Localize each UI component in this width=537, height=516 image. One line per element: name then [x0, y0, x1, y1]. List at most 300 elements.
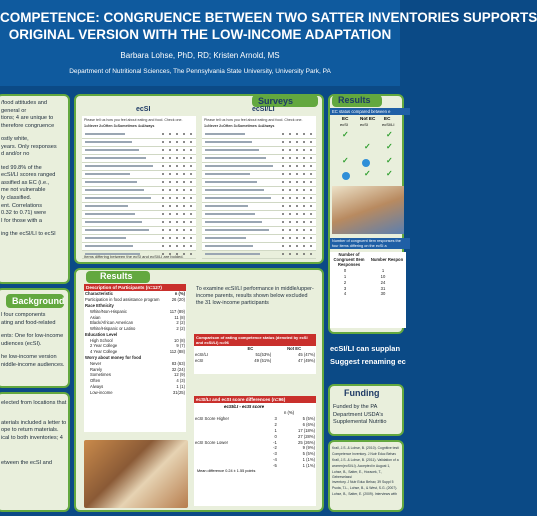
table-cell: 1 (1%)	[302, 456, 315, 462]
response-option	[296, 253, 298, 255]
response-option	[162, 133, 164, 135]
response-option	[289, 149, 291, 151]
text-line: therefore congruence	[1, 122, 55, 129]
mismatch-col-2: Number Respon	[370, 257, 404, 263]
response-option	[176, 181, 178, 183]
table-cell: -5	[273, 462, 277, 468]
survey-item-text	[205, 181, 257, 183]
survey-item-text	[85, 157, 146, 159]
text-line: ing the ecSI/LI to ecSI	[1, 231, 56, 238]
response-option	[303, 157, 305, 159]
text-line: women(ecSI/LI). Accepted in August 1,	[332, 464, 391, 468]
table-cell: 2 (2)	[176, 326, 185, 332]
response-option	[303, 165, 305, 167]
response-option	[190, 213, 192, 215]
response-option	[183, 197, 185, 199]
text-line: ical to both inventories; 4	[1, 434, 63, 441]
response-option	[310, 157, 312, 159]
response-option	[310, 181, 312, 183]
response-option	[162, 181, 164, 183]
response-option	[289, 189, 291, 191]
table-cell: 45 (47%)	[298, 352, 315, 358]
check-icon: ✓	[386, 142, 393, 151]
survey-item-text	[205, 157, 266, 159]
ecsi-instructions: Please tell us how you feel about eating and food. Check one.	[84, 118, 183, 122]
response-option	[169, 245, 171, 247]
response-option	[169, 181, 171, 183]
response-option	[176, 213, 178, 215]
mismatch-table	[330, 252, 406, 328]
response-option	[282, 157, 284, 159]
response-option	[176, 221, 178, 223]
response-option	[176, 133, 178, 135]
conclusion-panel	[328, 340, 404, 380]
response-option	[296, 189, 298, 191]
check-icon: ✓	[386, 169, 393, 178]
response-option	[296, 141, 298, 143]
response-option	[296, 237, 298, 239]
table-cell: Always	[90, 383, 104, 389]
text-line: etween the ecSI and	[1, 460, 53, 467]
survey-item	[202, 203, 316, 211]
table-cell: 26 (20)	[171, 297, 185, 303]
response-option	[310, 133, 312, 135]
survey-item	[82, 235, 196, 243]
table-cell: Low-income	[90, 389, 113, 395]
survey-item	[202, 195, 316, 203]
response-option	[296, 221, 298, 223]
ecsi-form	[82, 116, 196, 251]
response-option	[282, 253, 284, 255]
survey-item	[82, 219, 196, 227]
survey-item-text	[205, 141, 252, 143]
background-heading: Background	[12, 296, 65, 306]
mismatch-rows	[330, 268, 406, 297]
text-line: d and/or no	[1, 151, 30, 158]
response-option	[183, 221, 185, 223]
response-option	[303, 141, 305, 143]
response-option	[162, 221, 164, 223]
survey-item-text	[205, 189, 264, 191]
circle-icon	[342, 172, 350, 180]
response-option	[183, 245, 185, 247]
response-option	[183, 141, 185, 143]
response-option	[162, 173, 164, 175]
response-option	[190, 197, 192, 199]
ecsi-items	[82, 131, 196, 259]
funding-panel	[328, 384, 404, 436]
response-option	[169, 237, 171, 239]
table-cell: 6 (6%)	[302, 422, 315, 428]
response-option	[289, 245, 291, 247]
response-option	[162, 189, 164, 191]
table-cell: 31	[380, 285, 386, 291]
survey-item-text	[85, 173, 130, 175]
text-line: he low-income version	[1, 354, 57, 361]
survey-item-text	[85, 213, 135, 215]
table-cell: 10 (8)	[174, 337, 185, 343]
table-cell: 0	[274, 433, 277, 439]
response-option	[310, 253, 312, 255]
response-option	[190, 133, 192, 135]
table-cell: White/Hispanic or Latino	[90, 326, 136, 332]
survey-item	[202, 171, 316, 179]
check-icon: ✓	[364, 142, 371, 151]
ecsili-form	[202, 116, 316, 251]
table-cell: -4	[273, 456, 277, 462]
response-option	[176, 237, 178, 239]
table-cell: Black/African American	[90, 320, 134, 326]
text-line: years. Only responses	[1, 143, 57, 150]
survey-item	[82, 179, 196, 187]
table-cell: 4	[343, 291, 347, 297]
table-cell: ecSI Score Higher	[195, 416, 229, 422]
survey-item	[82, 147, 196, 155]
survey-item	[82, 155, 196, 163]
mismatch-head	[330, 252, 406, 268]
response-option	[169, 149, 171, 151]
text-line: udiences (ecSI).	[1, 340, 42, 347]
results-right-heading: Results	[338, 95, 371, 105]
table-cell: 1 (1%)	[302, 462, 315, 468]
response-option	[303, 197, 305, 199]
response-option	[176, 149, 178, 151]
survey-item	[202, 155, 316, 163]
aim-text: To examine ecSI/LI performance in middle/upper-income parents, results shown below excluded the 31 low-income participants	[196, 286, 314, 307]
response-option	[183, 229, 185, 231]
response-option	[310, 173, 312, 175]
table-cell: 5 (5%)	[302, 451, 315, 457]
response-option	[289, 221, 291, 223]
response-option	[176, 189, 178, 191]
response-option	[282, 181, 284, 183]
response-option	[162, 165, 164, 167]
response-option	[303, 213, 305, 215]
table-cell: 2 (2)	[176, 320, 185, 326]
comparison-title: Comparison of eating competence status (denoted by ecSI and ecSI/LI) n=96	[194, 334, 316, 346]
response-option	[296, 205, 298, 207]
survey-item	[202, 227, 316, 235]
text-line: ted 99.8% of the	[1, 164, 42, 171]
response-option	[289, 229, 291, 231]
ec-status-title: EC status compared between e	[330, 108, 410, 115]
table-cell: 3	[274, 416, 277, 422]
ecsili-scale: 1=Never 2=Often 3=Sometimes 4=Always	[204, 124, 275, 128]
text-line: ating and food-related	[1, 319, 56, 326]
table-cell: 1 (1)	[176, 383, 185, 389]
table-cell: 2	[343, 279, 347, 285]
ecsi-label: ecSI	[136, 106, 151, 113]
response-option	[303, 205, 305, 207]
response-option	[183, 173, 185, 175]
table-cell: 47 (49%)	[298, 357, 315, 363]
table-row	[84, 389, 186, 395]
survey-item-text	[205, 237, 246, 239]
results-right-panel	[328, 94, 404, 334]
ec-sub-3: ecSI/LI	[382, 122, 395, 127]
funding-text: Funded by the PA Department USDA's Supplemental Nutritio	[333, 404, 387, 426]
response-option	[310, 221, 312, 223]
survey-item	[202, 147, 316, 155]
check-icon: ✓	[342, 156, 349, 165]
response-option	[296, 213, 298, 215]
response-option	[183, 205, 185, 207]
response-option	[169, 229, 171, 231]
text-line: I for those with a	[1, 217, 43, 224]
response-option	[190, 245, 192, 247]
ec-sub-2: ecSI	[360, 122, 369, 127]
response-option	[282, 189, 284, 191]
surveys-panel	[74, 94, 324, 264]
check-icon: ✓	[364, 169, 371, 178]
response-option	[169, 189, 171, 191]
response-option	[176, 205, 178, 207]
table-cell: 24	[380, 279, 386, 285]
response-option	[310, 189, 312, 191]
response-option	[190, 165, 192, 167]
response-option	[282, 213, 284, 215]
response-option	[296, 157, 298, 159]
response-option	[183, 213, 185, 215]
response-option	[169, 141, 171, 143]
survey-item-text	[205, 165, 273, 167]
text-line: ent. Correlations	[1, 202, 43, 209]
response-option	[310, 237, 312, 239]
survey-item	[202, 251, 316, 259]
table-row	[194, 358, 316, 364]
survey-item-text	[205, 173, 250, 175]
check-icon: ✓	[386, 156, 393, 165]
text-line: Krall, J.S. & Lohse, B. (2010). Cognitive testi	[332, 446, 399, 450]
text-line: assified as EC (i.e.,	[1, 179, 50, 186]
response-option	[296, 245, 298, 247]
table-cell: 112 (88)	[169, 349, 185, 355]
response-option	[176, 141, 178, 143]
ec-col-3: EC	[384, 116, 391, 121]
col-n: n (%)	[174, 291, 185, 297]
poster-title-line1: COMPETENCE: CONGRUENCE BETWEEN TWO SATTER INVENTORIES SUPPORTS	[0, 10, 537, 25]
response-option	[289, 181, 291, 183]
response-option	[289, 141, 291, 143]
table-cell: 5 (5%)	[302, 416, 315, 422]
response-option	[190, 141, 192, 143]
comparison-table	[194, 334, 316, 374]
survey-item-text	[205, 197, 271, 199]
diff-col-n: n (%)	[283, 410, 294, 415]
survey-item	[82, 187, 196, 195]
table-header-cell: Not EC	[287, 346, 302, 352]
response-option	[162, 149, 164, 151]
response-option	[169, 197, 171, 199]
response-option	[169, 157, 171, 159]
response-option	[310, 245, 312, 247]
table-cell: 9 (7)	[176, 343, 185, 349]
text-line: Competence Inventory. J Nutr Educ Behav	[332, 452, 397, 456]
diff-note: Mean difference 0.24 ± 1.55 points	[197, 469, 256, 474]
survey-item	[202, 131, 316, 139]
response-option	[162, 237, 164, 239]
table-cell: 31(25)	[172, 389, 185, 395]
conclusion-line2: Suggest renaming ec	[330, 357, 406, 366]
response-option	[310, 149, 312, 151]
response-option	[303, 253, 305, 255]
response-option	[289, 165, 291, 167]
table-cell: 2 Year College	[90, 343, 118, 349]
table-cell: Rarely	[90, 366, 103, 372]
response-option	[190, 229, 192, 231]
response-option	[282, 133, 284, 135]
response-option	[310, 165, 312, 167]
table-row	[330, 291, 406, 297]
response-option	[296, 181, 298, 183]
response-option	[310, 141, 312, 143]
response-option	[296, 165, 298, 167]
funding-heading: Funding	[344, 388, 380, 398]
survey-item-text	[205, 245, 253, 247]
table-cell: 51(53%)	[255, 352, 272, 358]
table-cell: ecSI	[195, 357, 204, 363]
response-option	[282, 221, 284, 223]
table-cell: 2	[274, 422, 277, 428]
response-option	[169, 133, 171, 135]
table-cell: -3	[273, 451, 277, 457]
table-header-cell: EC	[247, 346, 254, 352]
survey-item	[202, 187, 316, 195]
response-option	[183, 149, 185, 151]
methods-panel	[0, 392, 70, 512]
response-option	[303, 173, 305, 175]
survey-item	[82, 163, 196, 171]
response-option	[296, 173, 298, 175]
table-cell: 10	[380, 273, 386, 279]
response-option	[282, 205, 284, 207]
table-cell: 30	[380, 291, 386, 297]
response-option	[183, 189, 185, 191]
text-line: aterials included a letter to	[1, 419, 67, 426]
table-cell: Participation in food assistance program	[85, 297, 160, 303]
text-line: ecSI/LI scores ranged	[1, 172, 56, 179]
survey-item-text	[85, 149, 139, 151]
response-option	[289, 157, 291, 159]
table-cell: 9 (9%)	[302, 445, 315, 451]
background-panel	[0, 288, 70, 388]
abstract-text	[0, 96, 68, 243]
response-option	[303, 149, 305, 151]
survey-item	[82, 211, 196, 219]
table-cell: 25 (26%)	[298, 439, 315, 445]
response-option	[289, 173, 291, 175]
conclusion-line1: ecSI/LI can supplan	[330, 344, 401, 353]
text-line: /food attitudes and	[1, 100, 48, 106]
response-option	[176, 165, 178, 167]
response-option	[169, 205, 171, 207]
response-option	[303, 221, 305, 223]
response-option	[176, 197, 178, 199]
survey-item	[202, 211, 316, 219]
response-option	[190, 205, 192, 207]
ecsili-label: ecSI/LI	[252, 106, 275, 113]
response-option	[183, 181, 185, 183]
response-option	[289, 205, 291, 207]
table-cell: White/Non-Hispanic	[90, 308, 128, 314]
check-icon: ✓	[386, 130, 393, 139]
survey-item-text	[205, 149, 259, 151]
table-cell: 1	[343, 273, 347, 279]
response-option	[303, 133, 305, 135]
response-option	[190, 173, 192, 175]
ecsili-items	[202, 131, 316, 259]
table-cell: Education Level	[85, 331, 118, 337]
table-cell: 4 (3)	[176, 378, 185, 384]
survey-item-text	[85, 229, 149, 231]
survey-item-text	[205, 213, 255, 215]
mismatch-col-1: Number of Congruent Item Responses	[333, 252, 365, 268]
response-option	[176, 157, 178, 159]
response-option	[296, 197, 298, 199]
text-line: ostly white,	[1, 136, 29, 143]
text-line: inventory. J Nutr Educ Behav, 39 Suppl 5	[332, 479, 394, 484]
text-line: general or	[1, 107, 27, 114]
family-photo-right	[332, 186, 404, 234]
ec-sub-1: ecSI	[340, 122, 349, 127]
background-text	[1, 312, 64, 369]
text-line: ope to return materials.	[1, 427, 59, 434]
methods-text	[1, 400, 66, 468]
response-option	[162, 205, 164, 207]
response-option	[169, 165, 171, 167]
check-icon: ✓	[342, 130, 349, 139]
table-cell: 17 (18%)	[298, 427, 315, 433]
survey-item-text	[85, 181, 137, 183]
response-option	[162, 157, 164, 159]
survey-item	[202, 179, 316, 187]
response-option	[296, 229, 298, 231]
survey-item	[202, 235, 316, 243]
text-line: ly classified.	[1, 195, 32, 202]
surveys-note: Items differing between the ecSI and ecSI/LI are bolded.	[84, 254, 184, 259]
diff-subtitle: ecSI/LI - ecSI score	[224, 404, 265, 409]
table-cell: Often	[90, 378, 101, 384]
table-cell: 32 (24)	[171, 366, 185, 372]
response-option	[282, 149, 284, 151]
circle-icon	[362, 159, 370, 167]
table-cell: Worry about money for food	[85, 354, 142, 360]
response-option	[190, 253, 192, 255]
table-cell: 1	[274, 427, 277, 433]
response-option	[282, 245, 284, 247]
response-option	[282, 165, 284, 167]
response-option	[190, 157, 192, 159]
surveys-heading: Surveys	[258, 96, 294, 106]
survey-item	[82, 195, 196, 203]
response-option	[176, 173, 178, 175]
survey-item	[82, 227, 196, 235]
abstract-panel	[0, 94, 70, 284]
response-option	[310, 229, 312, 231]
survey-item	[82, 203, 196, 211]
survey-item	[202, 163, 316, 171]
table-cell: High School	[90, 337, 113, 343]
table-cell: 83 (63)	[171, 360, 185, 366]
participants-table	[84, 284, 186, 432]
response-option	[190, 181, 192, 183]
response-option	[303, 237, 305, 239]
affiliation: Department of Nutritional Sciences, The Pennsylvania State University, University Park, PA	[69, 68, 331, 75]
response-option	[296, 133, 298, 135]
table-cell: Race Ethnicity	[85, 302, 114, 308]
ec-col-1: EC	[342, 116, 349, 121]
survey-item	[82, 243, 196, 251]
